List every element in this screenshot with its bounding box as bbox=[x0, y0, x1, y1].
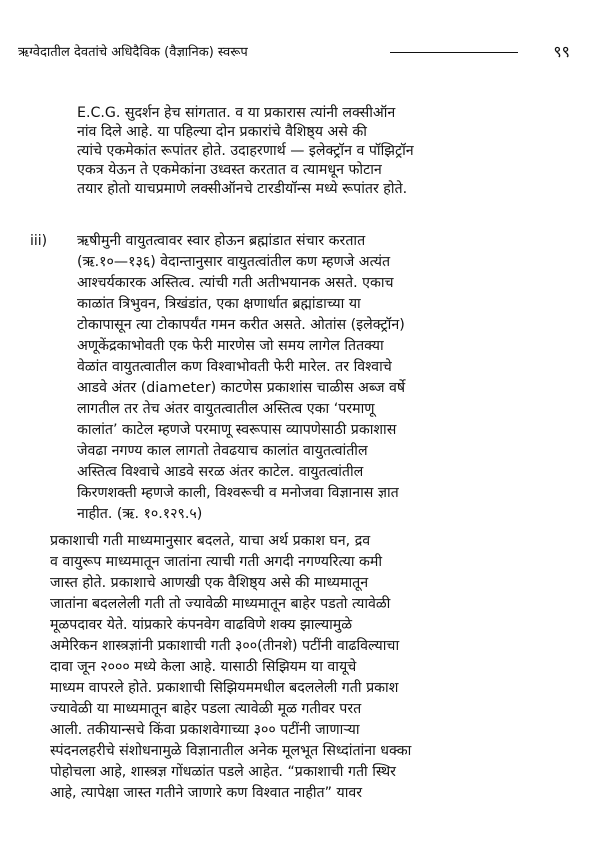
paragraph-line: तयार होतो याचप्रमाणे लक्सीऑनचे टारडीयॉन्स मध्ये रूपांतर होते. bbox=[77, 181, 408, 197]
header-title: ऋग्वेदातील देवतांचे अधिदैविक (वैज्ञानिक) स्वरूप bbox=[18, 45, 248, 60]
paragraph-1 bbox=[77, 104, 582, 197]
paragraph-line: जातांना बदललेली गती तो ज्यावेळी माध्यमातून बाहेर पडतो त्यावेळी bbox=[50, 596, 391, 612]
paragraph-line: (ऋ.१०—१३६) वेदान्तानुसार वायुतत्वांतील कण म्हणजे अत्यंत bbox=[77, 254, 391, 270]
paragraph-line: एकत्र येऊन ते एकमेकांना उध्वस्त करतात व त्यामधून फोटान bbox=[77, 162, 382, 178]
paragraph-line: किरणशक्ती म्हणजे काली, विश्वरूची व मनोजवा विज्ञानास ज्ञात bbox=[77, 485, 399, 501]
paragraph-line: जास्त होते. प्रकाशाचे आणखी एक वैशिष्ठ्य असे की माध्यमातून bbox=[50, 575, 369, 591]
list-marker: iii) bbox=[30, 233, 48, 249]
paragraph-3 bbox=[50, 532, 582, 812]
paragraph-line: टोकापासून त्या टोकापर्यंत गमन करीत असते. ओतांस (इलेक्ट्रॉन) bbox=[77, 317, 405, 333]
paragraph-line: जेवढा नगण्य काल लागतो तेवढयाच कालांत वायुतत्वांतील bbox=[77, 443, 368, 459]
paragraph-line: नाहीत. (ऋ. १०.१२९.५) bbox=[77, 506, 203, 522]
paragraph-line: आडवे अंतर (diameter) काटणेस प्रकाशांस चाळीस अब्ज वर्षे bbox=[77, 380, 406, 396]
paragraph-line: काळांत त्रिभुवन, त्रिखंडांत, एका क्षणार्धात ब्रह्मांडाच्या या bbox=[77, 296, 361, 312]
paragraph-line: अस्तित्व विश्वाचे आडवे सरळ अंतर काटेल. वायुतत्वांतील bbox=[77, 464, 364, 480]
paragraph-line: दावा जून २००० मध्ये केला आहे. यासाठी सिझियम या वायूचे bbox=[50, 659, 357, 675]
paragraph-line: प्रकाशाची गती माध्यमानुसार बदलते, याचा अर्थ प्रकाश घन, द्रव bbox=[50, 533, 371, 549]
paragraph-line: मूळपदावर येते. यांप्रकारे कंपनवेग वाढविणे शक्य झाल्यामुळे bbox=[50, 617, 353, 633]
paragraph-line: आली. तकीयान्सचे किंवा प्रकाशवेगाच्या ३०० पटींनी जाणाऱ्या bbox=[50, 722, 360, 738]
paragraph-2 bbox=[77, 232, 582, 532]
running-header bbox=[18, 40, 578, 62]
paragraph-line: माध्यम वापरले होते. प्रकाशाची सिझियममधील बदललेली गती प्रकाश bbox=[50, 680, 399, 696]
paragraph-line: पोहोचला आहे, शास्त्रज्ञ गोंधळांत पडले आहेत. “प्रकाशाची गती स्थिर bbox=[50, 764, 396, 780]
paragraph-line: वेळांत वायुतत्वातील कण विश्वाभोवती फेरी मारेल. तर विश्वाचे bbox=[77, 359, 392, 375]
paragraph-line: अणूकेंद्रकाभोवती एक फेरी मारणेस जो समय लागेल तितक्या bbox=[77, 338, 384, 354]
page-number: ९९ bbox=[553, 42, 570, 61]
paragraph-line: स्पंदनलहरीचे संशोधनामुळे विज्ञानातील अनेक मूलभूत सिध्दांतांना धक्का bbox=[50, 743, 412, 759]
paragraph-line: नांव दिले आहे. या पहिल्या दोन प्रकारांचे वैशिष्ठ्य असे की bbox=[77, 124, 367, 140]
paragraph-line: लागतील तर तेच अंतर वायुतत्वातील अस्तित्व एका ‘परमाणू bbox=[77, 401, 375, 417]
paragraph-line: आश्चर्यकारक अस्तित्व. त्यांची गती अतीभयानक असते. एकाच bbox=[77, 275, 394, 291]
paragraph-line: कालांत’ काटेल म्हणजे परमाणू स्वरूपास व्यापणेसाठी प्रकाशास bbox=[77, 422, 397, 438]
header-rule bbox=[390, 52, 518, 53]
paragraph-line: E.C.G. सुदर्शन हेच सांगतात. व या प्रकारास त्यांनी लक्सीऑन bbox=[77, 105, 396, 121]
paragraph-line: ज्यावेळी या माध्यमातून बाहेर पडला त्यावेळी मूळ गतीवर परत bbox=[50, 701, 362, 717]
paragraph-line: आहे, त्यापेक्षा जास्त गतीने जाणारे कण विश्वात नाहीत” यावर bbox=[50, 785, 363, 801]
paragraph-line: अमेरिकन शास्त्रज्ञांनी प्रकाशाची गती ३००(तीनशे) पटींनी वाढविल्याचा bbox=[50, 638, 400, 654]
paragraph-line: त्यांचे एकमेकांत रूपांतर होते. उदाहरणार्थ — इलेक्ट्रॉन व पॉझिट्रॉन bbox=[77, 143, 414, 159]
paragraph-line: ऋषीमुनी वायुतत्वावर स्वार होऊन ब्रह्मांडात संचार करतात bbox=[77, 233, 366, 249]
paragraph-line: व वायुरूप माध्यमातून जातांना त्याची गती अगदी नगण्यरित्या कमी bbox=[50, 554, 383, 570]
